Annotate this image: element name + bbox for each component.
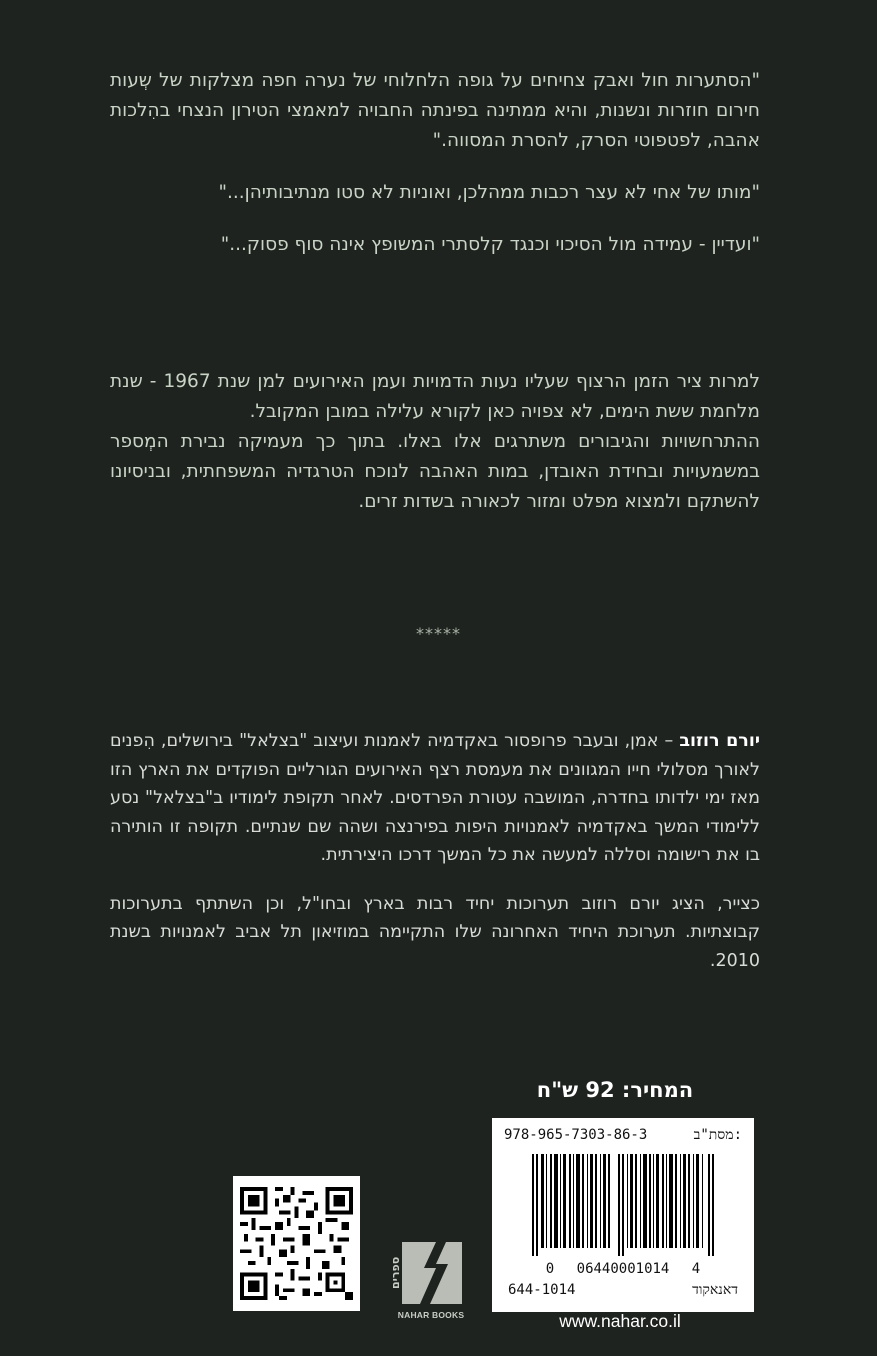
synopsis-section (110, 367, 760, 517)
isbn-label: מסת"ב: (693, 1127, 742, 1143)
website-link[interactable]: www.nahar.co.il (559, 1311, 681, 1331)
quotes-section (110, 66, 760, 282)
qr-code-icon[interactable] (233, 1176, 360, 1311)
ean-digits: 0 06440001014 4 (545, 1261, 701, 1277)
nahar-logo-icon (402, 1242, 462, 1304)
bio-paragraph-2: כצייר, הציג יורם רוזוב תערוכות יחיד רבות בארץ ובחו"ל, וכן השתתף בתערוכות קבוצתיות. תערוכת היחיד האחרונה שלו התקיימה במוזיאון תל אביב לאמנויות בשנת 2010. (110, 893, 760, 971)
bio-paragraph-1 (110, 727, 760, 870)
quote-2: "מותו של אחי לא עצר רכבות ממהלכן, ואוניות לא סטו מנתיבותיהן..." (218, 182, 760, 203)
synopsis-paragraph-2: ההתרחשויות והגיבורים משתרגים אלו באלו. בתוך כך מעמיקה נבירת המְספר במשמעויות ובחידת האובדן, במות האהבה לנוכח הטרגדיה המשפחתית, ובניסיונו להשתקם ולמצוא מפלט ומזור לכאורה בשדות זרים. (110, 431, 760, 512)
barcode-icon (532, 1154, 714, 1256)
barcode-label (492, 1118, 754, 1312)
isbn-value: 978-965-7303-86-3 (504, 1127, 648, 1143)
quote-3: "ועדיין - עמידה מול הסיכוי וכנגד קלסתרי המשופץ אינה סוף פסוק..." (220, 234, 760, 255)
section-separator: ***** (416, 624, 461, 643)
price-label: המחיר: 92 ש"ח (536, 1078, 694, 1102)
danacode-value: 644-1014 (508, 1282, 576, 1298)
bio-paragraph-1-text: – אמן, ובעבר פרופסור באקדמיה לאמנות ועיצוב "בצלאל" בירושלים, הִפנים לאורך מסלולי חייו המגוונים את מעמסת רצף האירועים הגורליים הפוקדים את הארץ הזו מאז ימי ילדותו בחדרה, המושבה עטורת הפרדסים. לאחר תקופת לימודיו ב"בצלאל" נסע ללימודי המשך באקדמיה לאמנויות היפות בפירנצה ושהה שם שנתיים. תקופה זו הותירה בו את רישומה וסללה למעשה את כל המשך דרכו היצירתית. (110, 731, 760, 865)
author-bio-section (110, 727, 760, 995)
danacode-label: דאנאקוד (692, 1282, 738, 1298)
publisher-english-name: NAHAR BOOKS (397, 1310, 465, 1320)
publisher-hebrew-name: ספרים (389, 1256, 402, 1290)
danacode-line (508, 1282, 738, 1299)
publisher-logo (386, 1238, 476, 1318)
author-name: יורם רוזוב (679, 731, 761, 751)
quote-1: "הסתערות חול ואבק צחיחים על גופה הלחלוחי של נערה חפה מצלקות של שְעות חירום חוזרות ונשנות, והיא ממתינה בפינתה החבויה למאמצי הטירון הנצחי בהִלכות אהבה, לפטפוטי הסרק, להסרת המסווה." (110, 70, 760, 151)
isbn-line (504, 1127, 742, 1144)
synopsis-paragraph-1: למרות ציר הזמן הרצוף שעליו נעות הדמויות ועמן האירועים למן שנת 1967 - שנת מלחמת ששת הימים, לא צפויה כאן לקורא עלילה במובן המקובל. (110, 371, 760, 422)
